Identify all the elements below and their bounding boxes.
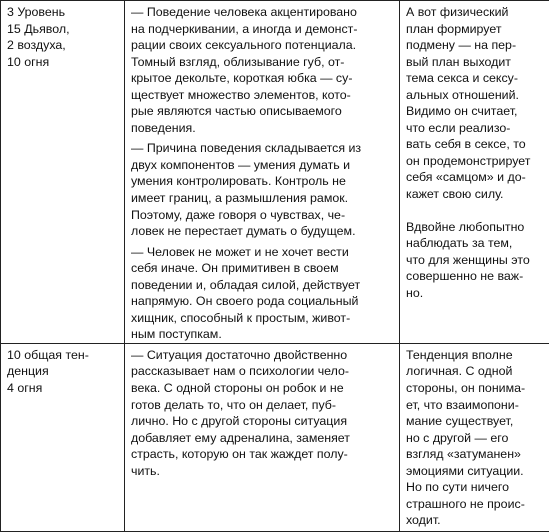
text-line: ходит. bbox=[406, 513, 441, 527]
text-line: подмену — на пер- bbox=[406, 38, 516, 52]
text-line: Тенденция вполне bbox=[406, 348, 513, 362]
text-line: страшного не проис- bbox=[406, 497, 525, 511]
table-row bbox=[1, 1, 549, 344]
text-line: ет, что взаимопони- bbox=[406, 398, 519, 412]
text-line: Но по сути ничего bbox=[406, 480, 509, 494]
row-1-right-cell bbox=[400, 1, 549, 344]
text-line: чить. bbox=[131, 464, 160, 478]
text-line: Поэтому, даже говоря о чувствах, че- bbox=[131, 208, 345, 222]
text-line: вый план выходит bbox=[406, 55, 511, 69]
row-1-comment-1 bbox=[406, 4, 549, 203]
text-line: но. bbox=[406, 286, 423, 300]
text-line: рые являются частью описываемого bbox=[131, 104, 342, 118]
row-2-paragraph-1 bbox=[131, 347, 393, 479]
row-2-left-line: 10 общая тен- bbox=[7, 347, 118, 364]
text-line: двух компонентов — умения думать и bbox=[131, 158, 350, 172]
table-row bbox=[1, 343, 549, 531]
row-2-comment-1 bbox=[406, 347, 549, 529]
text-line: что если реализо- bbox=[406, 121, 510, 135]
text-line: крытое декольте, короткая юбка — су- bbox=[131, 71, 352, 85]
text-line: мание существует, bbox=[406, 414, 513, 428]
text-line: рассказывает нам о психологии чело- bbox=[131, 364, 349, 378]
text-line: ным поступкам. bbox=[131, 327, 222, 341]
row-2-middle-cell bbox=[125, 343, 400, 531]
text-line: добавляет ему адреналина, заменяет bbox=[131, 431, 350, 445]
text-line: готов делать то, что он делает, пуб- bbox=[131, 398, 336, 412]
text-line: план формирует bbox=[406, 22, 502, 36]
text-line: хищник, способный к простым, живот- bbox=[131, 311, 350, 325]
row-1-paragraph-1 bbox=[131, 4, 393, 136]
row-2-left-line: денция bbox=[7, 363, 118, 380]
text-line: — Поведение человека акцентировано bbox=[131, 5, 357, 19]
text-line: на подчеркивании, а иногда и демонст- bbox=[131, 22, 357, 36]
row-1-paragraph-2 bbox=[131, 140, 393, 239]
row-1-left-line: 15 Дьявол, bbox=[7, 21, 118, 38]
text-line: рации своих сексуального потенциала. bbox=[131, 38, 356, 52]
text-line: себя «самцом» и до- bbox=[406, 170, 526, 184]
text-line: что для женщины это bbox=[406, 253, 530, 267]
row-1-comment-2 bbox=[406, 219, 549, 302]
text-line: поведения. bbox=[131, 121, 196, 135]
text-line: поведении и, обладая силой, действует bbox=[131, 278, 360, 292]
text-line: но с другой — его bbox=[406, 431, 508, 445]
text-line: взгляд «затуманен» bbox=[406, 447, 521, 461]
text-line: себя иначе. Он примитивен в своем bbox=[131, 261, 339, 275]
row-1-left-line: 2 воздуха, bbox=[7, 37, 118, 54]
text-line: — Причина поведения складывается из bbox=[131, 141, 361, 155]
text-line: века. С одной стороны он робок и не bbox=[131, 381, 344, 395]
text-line: стороны, он понима- bbox=[406, 381, 525, 395]
text-line: Видимо он считает, bbox=[406, 104, 517, 118]
text-line: альных отношений. bbox=[406, 88, 519, 102]
text-line: наблюдать за тем, bbox=[406, 236, 512, 250]
text-line: — Ситуация достаточно двойственно bbox=[131, 348, 347, 362]
text-line: эмоциями ситуации. bbox=[406, 464, 524, 478]
text-line: напрямую. Он своего рода социальный bbox=[131, 294, 358, 308]
text-line: лично. Но с другой стороны ситуация bbox=[131, 414, 347, 428]
text-line: Томный взгляд, облизывание губ, от- bbox=[131, 55, 344, 69]
text-line: А вот физический bbox=[406, 5, 508, 19]
text-line: тема секса и сексу- bbox=[406, 71, 518, 85]
row-1-left-line: 10 огня bbox=[7, 54, 118, 71]
text-line: — Человек не может и не хочет вести bbox=[131, 245, 349, 259]
text-line: имеет границ, а размышления рамок. bbox=[131, 191, 348, 205]
row-1-middle-cell bbox=[125, 1, 400, 344]
text-line: кажет свою силу. bbox=[406, 187, 503, 201]
text-line: ществует множество элементов, кото- bbox=[131, 88, 351, 102]
text-line: он продемонстрирует bbox=[406, 154, 530, 168]
row-2-right-cell bbox=[400, 343, 549, 531]
row-1-left-cell bbox=[1, 1, 125, 344]
row-2-left-cell bbox=[1, 343, 125, 531]
text-line: ловек не перестает думать о будущем. bbox=[131, 224, 356, 238]
row-1-left-line: 3 Уровень bbox=[7, 4, 118, 21]
row-2-left-line: 4 огня bbox=[7, 380, 118, 397]
row-1-paragraph-3 bbox=[131, 244, 393, 343]
text-line: страсть, которую он так жаждет полу- bbox=[131, 447, 348, 461]
text-line: логичная. С одной bbox=[406, 364, 512, 378]
text-line: Вдвойне любопытно bbox=[406, 220, 524, 234]
text-line: умения контролировать. Контроль не bbox=[131, 174, 346, 188]
text-line: вать себя в сексе, то bbox=[406, 137, 526, 151]
text-line: совершенно не важ- bbox=[406, 269, 523, 283]
